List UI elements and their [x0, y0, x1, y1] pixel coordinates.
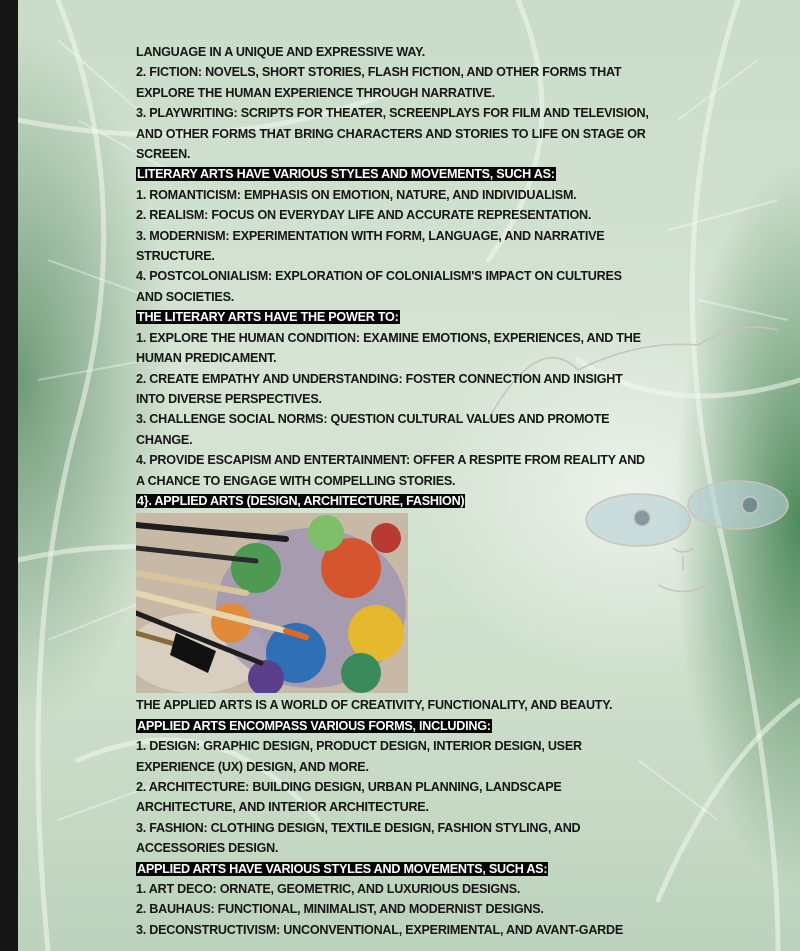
- applied-forms-section: [136, 716, 696, 859]
- text-line: 4. PROVIDE ESCAPISM AND ENTERTAINMENT: OFFER A RESPITE FROM REALITY AND: [136, 453, 645, 468]
- article-text: [136, 42, 696, 940]
- applied-styles-section: [136, 859, 696, 941]
- text-line: 2. CREATE EMPATHY AND UNDERSTANDING: FOSTER CONNECTION AND INSIGHT: [136, 371, 623, 386]
- text-line: STRUCTURE.: [136, 249, 215, 264]
- text-line: AND SOCIETIES.: [136, 289, 234, 304]
- text-line: 3. DECONSTRUCTIVISM: UNCONVENTIONAL, EXPERIMENTAL, AND AVANT-GARDE: [136, 922, 624, 937]
- applied-styles-heading: APPLIED ARTS HAVE VARIOUS STYLES AND MOVEMENTS, SUCH AS:: [137, 861, 548, 876]
- applied-arts-intro: THE APPLIED ARTS IS A WORLD OF CREATIVITY, FUNCTIONALITY, AND BEAUTY.: [136, 698, 613, 713]
- text-line: 2. ARCHITECTURE: BUILDING DESIGN, URBAN PLANNING, LANDSCAPE: [136, 779, 562, 794]
- applied-forms-heading: APPLIED ARTS ENCOMPASS VARIOUS FORMS, INCLUDING:: [137, 718, 491, 733]
- text-line: CHANGE.: [136, 432, 193, 447]
- text-line: AND OTHER FORMS THAT BRING CHARACTERS AND STORIES TO LIFE ON STAGE OR: [136, 126, 646, 141]
- text-line: 2. REALISM: FOCUS ON EVERYDAY LIFE AND ACCURATE REPRESENTATION.: [136, 208, 592, 223]
- literary-styles-section: [136, 164, 696, 307]
- text-line: ACCESSORIES DESIGN.: [136, 841, 279, 856]
- text-line: 1. EXPLORE THE HUMAN CONDITION: EXAMINE EMOTIONS, EXPERIENCES, AND THE: [136, 330, 641, 345]
- literary-power-heading: THE LITERARY ARTS HAVE THE POWER TO:: [137, 310, 399, 325]
- text-line: 3. CHALLENGE SOCIAL NORMS: QUESTION CULTURAL VALUES AND PROMOTE: [136, 412, 610, 427]
- text-line: ARCHITECTURE, AND INTERIOR ARCHITECTURE.: [136, 800, 429, 815]
- text-line: HUMAN PREDICAMENT.: [136, 351, 277, 366]
- text-line: 2. BAUHAUS: FUNCTIONAL, MINIMALIST, AND MODERNIST DESIGNS.: [136, 902, 544, 917]
- literary-power-section: [136, 307, 696, 491]
- text-line: A CHANCE TO ENGAGE WITH COMPELLING STORIES.: [136, 473, 456, 488]
- text-line: 2. FICTION: NOVELS, SHORT STORIES, FLASH FICTION, AND OTHER FORMS THAT: [136, 65, 622, 80]
- document-page: [18, 0, 800, 951]
- text-line: 3. FASHION: CLOTHING DESIGN, TEXTILE DESIGN, FASHION STYLING, AND: [136, 820, 581, 835]
- text-line: EXPERIENCE (UX) DESIGN, AND MORE.: [136, 759, 369, 774]
- text-line: 1. ART DECO: ORNATE, GEOMETRIC, AND LUXURIOUS DESIGNS.: [136, 882, 521, 896]
- literary-forms-continued: [136, 42, 696, 164]
- paint-palette-brushes-image: [136, 513, 408, 693]
- text-line: INTO DIVERSE PERSPECTIVES.: [136, 391, 322, 406]
- text-line: EXPLORE THE HUMAN EXPERIENCE THROUGH NARRATIVE.: [136, 85, 495, 100]
- text-line: 1. ROMANTICISM: EMPHASIS ON EMOTION, NATURE, AND INDIVIDUALISM.: [136, 187, 577, 202]
- text-line: LANGUAGE IN A UNIQUE AND EXPRESSIVE WAY.: [136, 45, 426, 59]
- applied-arts-heading: 4}. APPLIED ARTS (DESIGN, ARCHITECTURE, FASHION): [137, 493, 465, 508]
- text-line: 3. PLAYWRITING: SCRIPTS FOR THEATER, SCREENPLAYS FOR FILM AND TELEVISION,: [136, 106, 649, 121]
- literary-styles-heading: LITERARY ARTS HAVE VARIOUS STYLES AND MOVEMENTS, SUCH AS:: [137, 167, 555, 182]
- text-line: SCREEN.: [136, 147, 191, 162]
- text-line: 3. MODERNISM: EXPERIMENTATION WITH FORM, LANGUAGE, AND NARRATIVE: [136, 228, 605, 243]
- text-line: 4. POSTCOLONIALISM: EXPLORATION OF COLONIALISM'S IMPACT ON CULTURES: [136, 269, 622, 284]
- text-line: 1. DESIGN: GRAPHIC DESIGN, PRODUCT DESIGN, INTERIOR DESIGN, USER: [136, 739, 582, 754]
